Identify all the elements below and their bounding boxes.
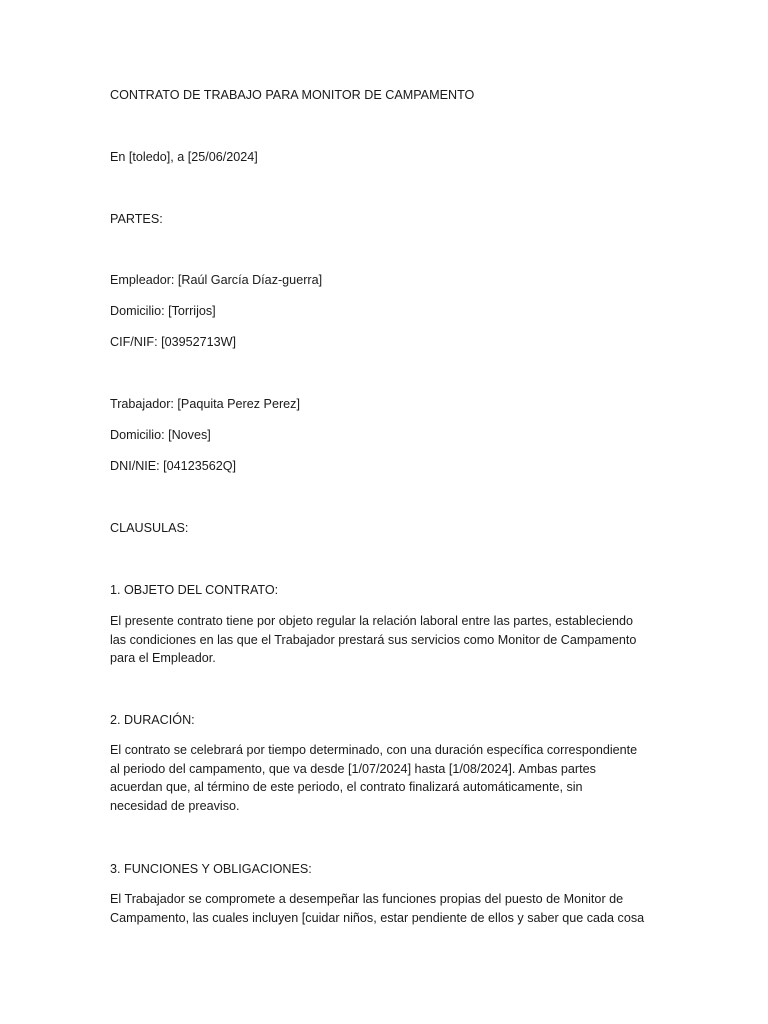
clause-body bbox=[110, 890, 670, 927]
clause-body bbox=[110, 741, 670, 816]
clause-heading: 3. FUNCIONES Y OBLIGACIONES: bbox=[110, 862, 312, 876]
clause-line: las condiciones en las que el Trabajador prestará sus servicios como Monitor de Campamento bbox=[110, 632, 637, 647]
clause-line: para el Empleador. bbox=[110, 651, 216, 666]
place-date: En [toledo], a [25/06/2024] bbox=[110, 150, 258, 164]
parties-heading: PARTES: bbox=[110, 212, 163, 226]
clause-heading: 2. DURACIÓN: bbox=[110, 713, 195, 727]
employer-name: Empleador: [Raúl García Díaz-guerra] bbox=[110, 273, 323, 287]
clause-line: al periodo del campamento, que va desde [1/07/2024] hasta [1/08/2024]. Ambas partes bbox=[110, 761, 596, 776]
clause-heading: 1. OBJETO DEL CONTRATO: bbox=[110, 583, 279, 597]
clause-line: El contrato se celebrará por tiempo determinado, con una duración específica correspondiente bbox=[110, 743, 638, 757]
clause-line: El Trabajador se compromete a desempeñar las funciones propias del puesto de Monitor de bbox=[110, 892, 624, 906]
clause-line: Campamento, las cuales incluyen [cuidar niños, estar pendiente de ellos y saber que cada cosa bbox=[110, 910, 645, 925]
employer-address: Domicilio: [Torrijos] bbox=[110, 304, 216, 318]
clause-body bbox=[110, 612, 670, 668]
employer-id: CIF/NIF: [03952713W] bbox=[110, 335, 236, 349]
clause-line: acuerdan que, al término de este periodo, el contrato finalizará automáticamente, sin bbox=[110, 780, 583, 795]
clauses-heading: CLAUSULAS: bbox=[110, 521, 189, 535]
worker-address: Domicilio: [Noves] bbox=[110, 428, 211, 442]
document-title: CONTRATO DE TRABAJO PARA MONITOR DE CAMPAMENTO bbox=[110, 88, 475, 102]
clause-line: necesidad de preaviso. bbox=[110, 799, 240, 814]
worker-id: DNI/NIE: [04123562Q] bbox=[110, 459, 237, 473]
clause-line: El presente contrato tiene por objeto regular la relación laboral entre las partes, estableciendo bbox=[110, 614, 633, 628]
worker-name: Trabajador: [Paquita Perez Perez] bbox=[110, 397, 300, 411]
